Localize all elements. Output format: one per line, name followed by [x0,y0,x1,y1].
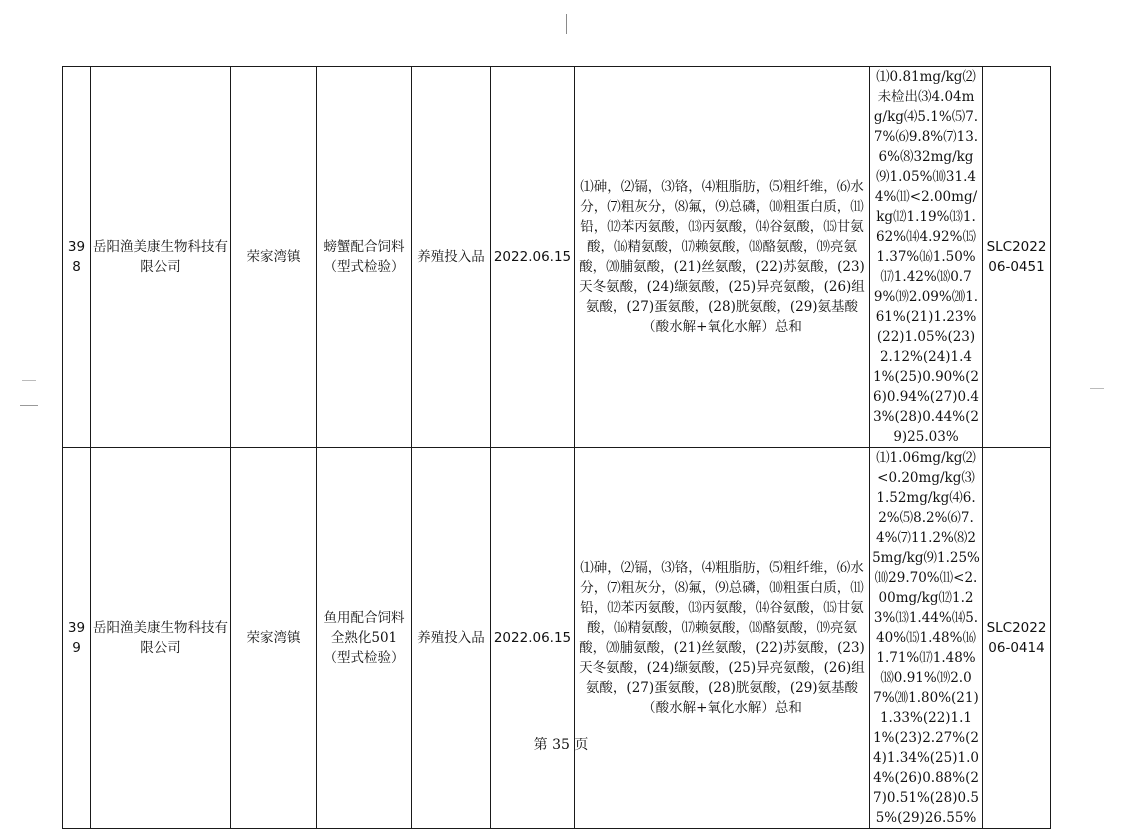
table-row [63,448,1051,829]
sampling-date: 2022.06.15 [491,67,575,448]
test-results: ⑴1.06mg/kg⑵<0.20mg/kg⑶1.52mg/kg⑷6.2%⑸8.2%⑹7.4%⑺11.2%⑻25mg/kg⑼1.25%⑽29.70%⑾<2.00mg/kg⑿1.23%⒀1.44%⒁5.40%⒂1.48%⒃1.71%⒄1.48%⒅0.91%⒆2.07%⒇1.80%(21)1.33%(22)1.11%(23)2.27%(24)1.34%(25)1.04%(26)0.88%(27)0.51%(28)0.55%(29)26.55% [870,448,983,829]
location: 荣家湾镇 [231,67,317,448]
product-name: 螃蟹配合饲料（型式检验） [317,67,412,448]
company-name: 岳阳渔美康生物科技有限公司 [91,448,231,829]
test-items: ⑴砷，⑵镉，⑶铬，⑷粗脂肪，⑸粗纤维，⑹水分，⑺粗灰分，⑻氟，⑼总磷，⑽粗蛋白质，⑾铅，⑿苯丙氨酸，⒀丙氨酸，⒁谷氨酸，⒂甘氨酸，⒃精氨酸，⒄赖氨酸，⒅酪氨酸，⒆亮氨酸，⒇脯氨酸，(21)丝氨酸，(22)苏氨酸，(23)天冬氨酸，(24)缬氨酸，(25)异亮氨酸，(26)组氨酸，(27)蛋氨酸，(28)胱氨酸，(29)氨基酸（酸水解+氧化水解）总和 [575,448,870,829]
scan-mark-top [566,14,567,34]
scan-mark-right-1 [1090,388,1104,389]
scan-mark-left-1 [22,380,36,381]
report-code: SLC202206-0414 [983,448,1051,829]
row-number: 398 [63,67,91,448]
report-code: SLC202206-0451 [983,67,1051,448]
table-row [63,67,1051,448]
page-number: 第 35 页 [533,737,589,753]
category: 养殖投入品 [412,448,491,829]
location: 荣家湾镇 [231,448,317,829]
sampling-date: 2022.06.15 [491,448,575,829]
row-number: 399 [63,448,91,829]
test-items: ⑴砷，⑵镉，⑶铬，⑷粗脂肪，⑸粗纤维，⑹水分，⑺粗灰分，⑻氟，⑼总磷，⑽粗蛋白质，⑾铅，⑿苯丙氨酸，⒀丙氨酸，⒁谷氨酸，⒂甘氨酸，⒃精氨酸，⒄赖氨酸，⒅酪氨酸，⒆亮氨酸，⒇脯氨酸，(21)丝氨酸，(22)苏氨酸，(23)天冬氨酸，(24)缬氨酸，(25)异亮氨酸，(26)组氨酸，(27)蛋氨酸，(28)胱氨酸，(29)氨基酸（酸水解+氧化水解）总和 [575,67,870,448]
category: 养殖投入品 [412,67,491,448]
product-name: 鱼用配合饲料全熟化501（型式检验） [317,448,412,829]
test-results: ⑴0.81mg/kg⑵未检出⑶4.04mg/kg⑷5.1%⑸7.7%⑹9.8%⑺13.6%⑻32mg/kg⑼1.05%⑽31.44%⑾<2.00mg/kg⑿1.19%⒀1.62%⒁4.92%⒂1.37%⒃1.50%⒄1.42%⒅0.79%⒆2.09%⒇1.61%(21)1.23%(22)1.05%(23)2.12%(24)1.41%(25)0.90%(26)0.94%(27)0.43%(28)0.44%(29)25.03% [870,67,983,448]
scan-mark-left-2 [20,405,38,406]
inspection-results-table [62,66,1051,829]
company-name: 岳阳渔美康生物科技有限公司 [91,67,231,448]
